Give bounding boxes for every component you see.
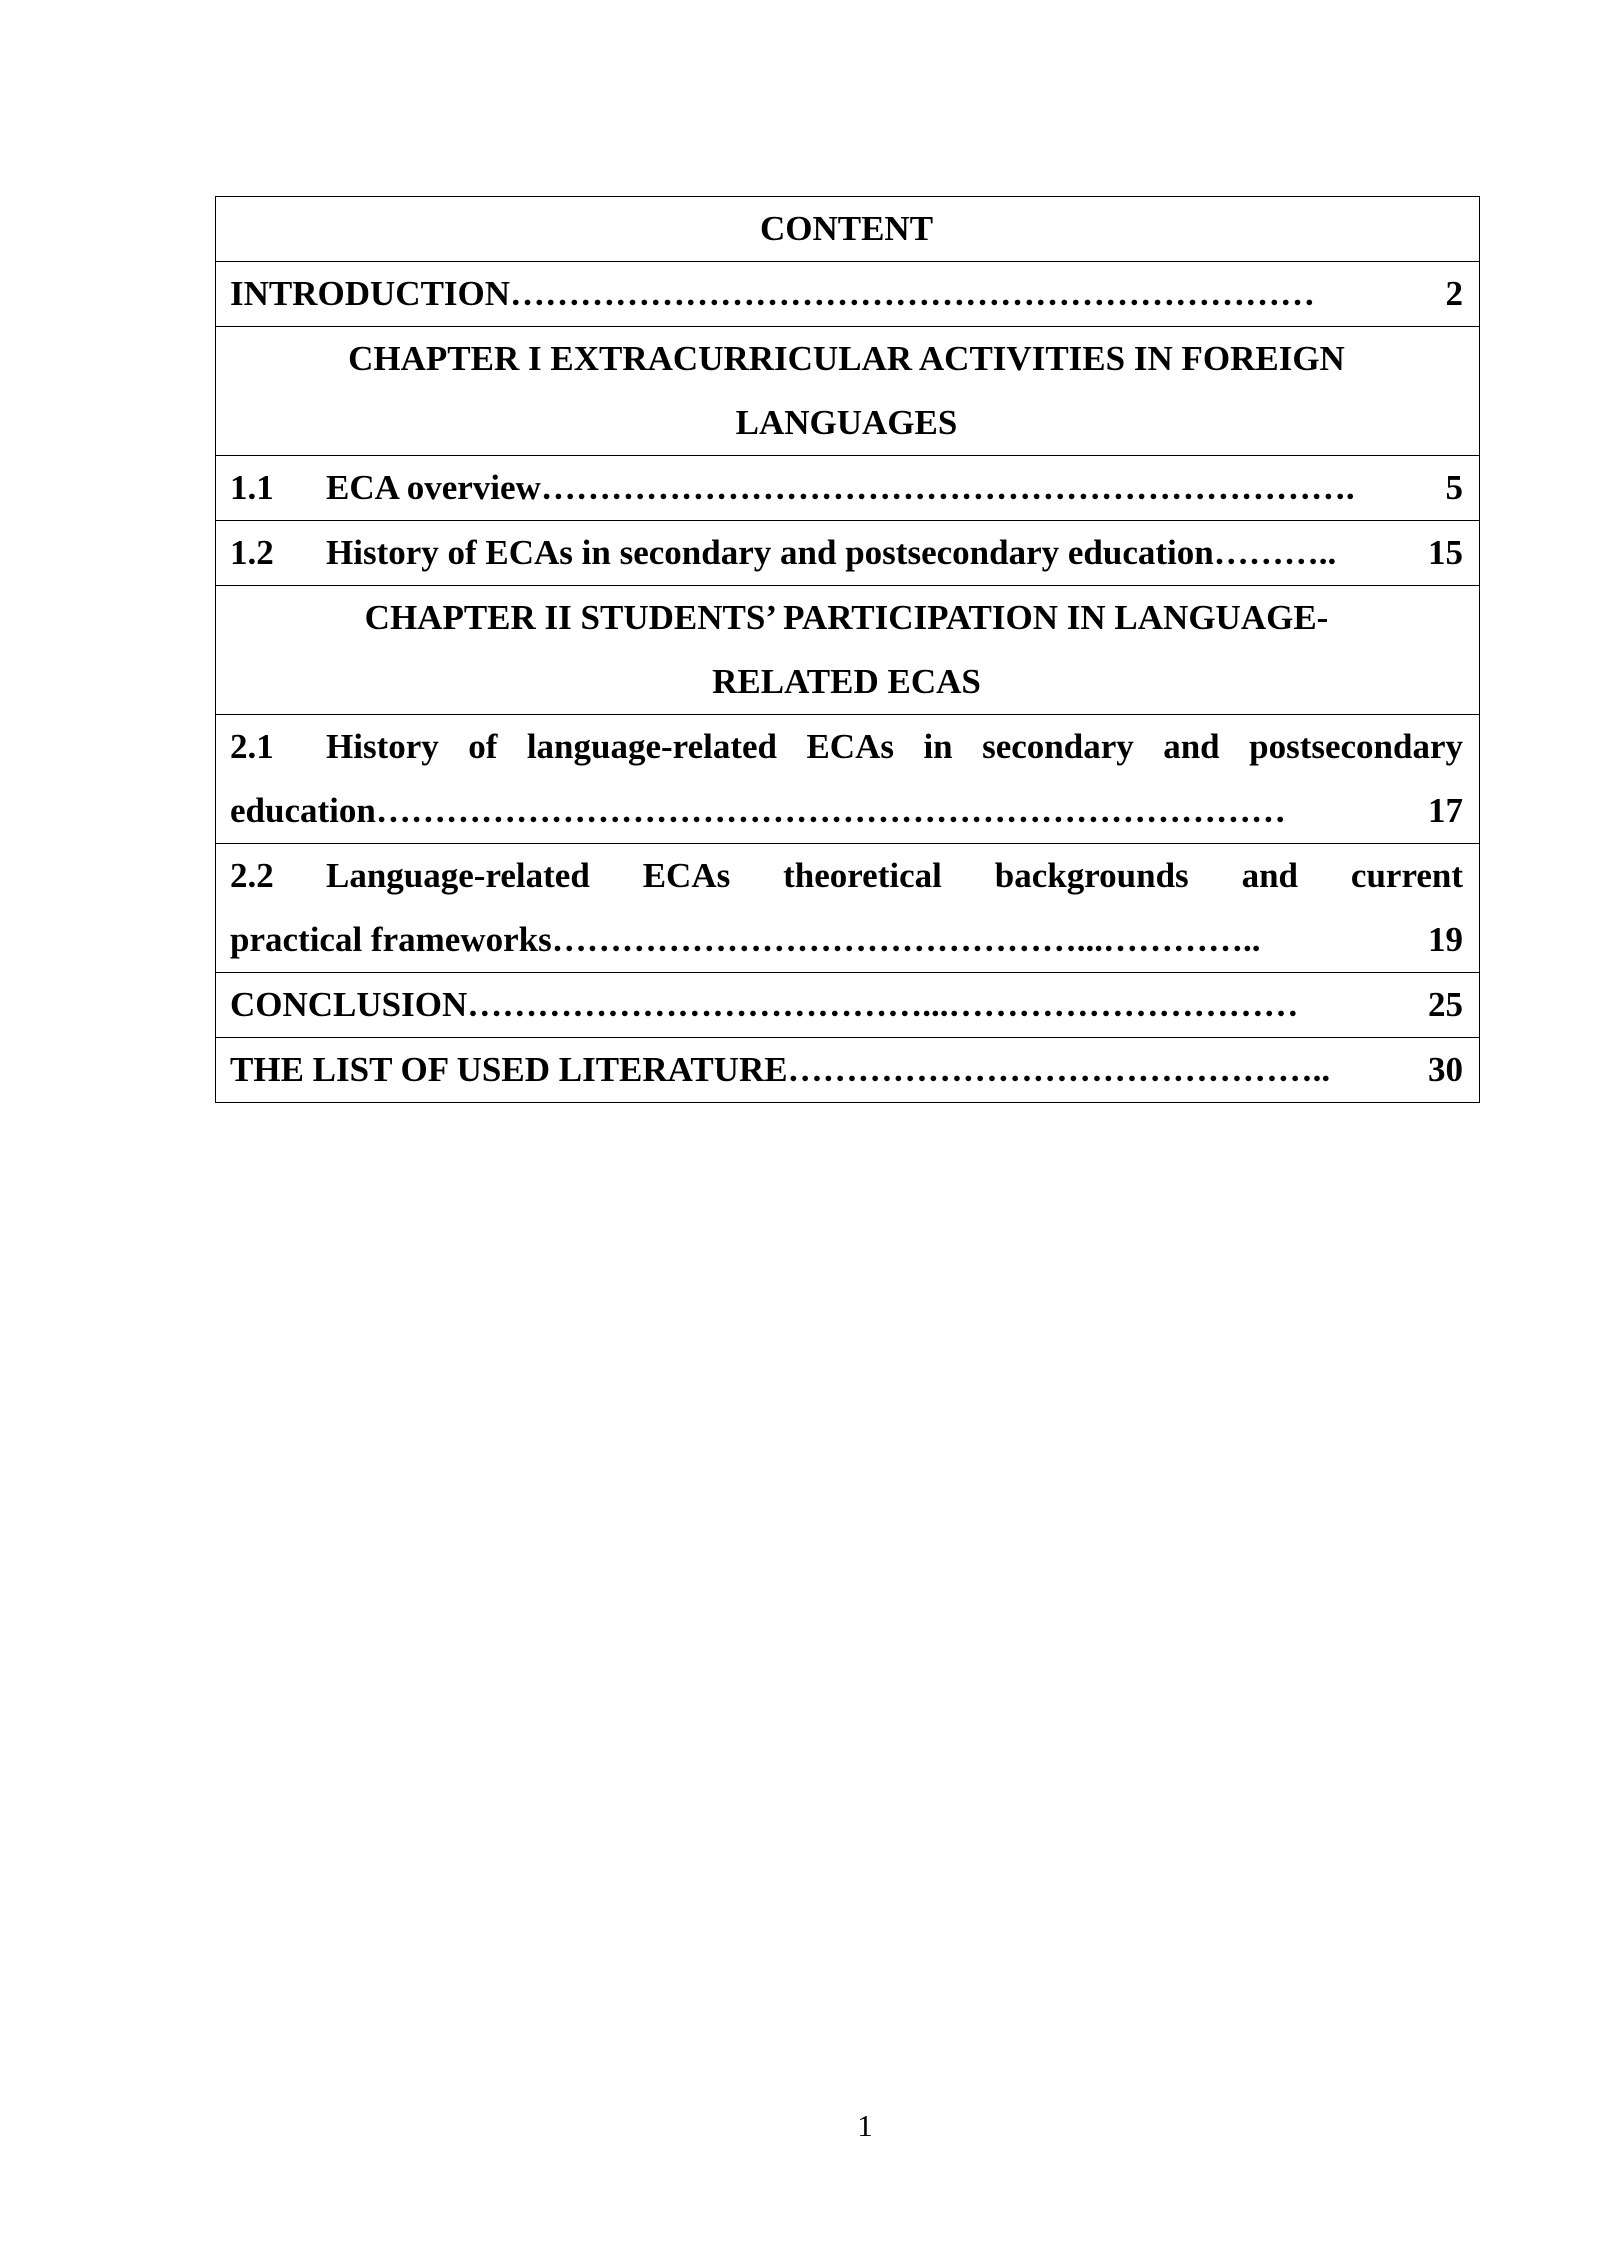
toc-chapter1-heading-line2: LANGUAGES bbox=[735, 403, 958, 442]
toc-introduction-page: 2 bbox=[1445, 274, 1463, 313]
toc-item-2-1-number: 2.1 bbox=[230, 727, 274, 766]
toc-item-2-1-row bbox=[216, 715, 1480, 844]
toc-item-1-1-page: 5 bbox=[1445, 468, 1463, 507]
toc-item-2-2-number: 2.2 bbox=[230, 856, 274, 895]
toc-leader-dots: ………………………………………...………….. bbox=[551, 920, 1261, 959]
toc-literature-label: THE LIST OF USED LITERATURE bbox=[230, 1050, 788, 1089]
toc-leader-dots: …………………………………………………………………… bbox=[375, 791, 1286, 830]
toc-item-1-2-label: History of ECAs in secondary and postsecondary education bbox=[326, 533, 1214, 572]
toc-item-2-2-label-line2: practical frameworks bbox=[230, 920, 552, 959]
toc-item-2-1-page: 17 bbox=[1428, 791, 1463, 830]
toc-conclusion-label: CONCLUSION bbox=[230, 985, 468, 1024]
toc-item-1-2-page: 15 bbox=[1428, 533, 1463, 572]
toc-item-2-2-page: 19 bbox=[1428, 920, 1463, 959]
toc-chapter2-row bbox=[216, 586, 1480, 715]
toc-leader-dots: ……….. bbox=[1213, 533, 1337, 572]
toc-item-2-1-label-line1: History of language-related ECAs in secondary and postsecondary bbox=[326, 727, 1463, 766]
table-of-contents bbox=[215, 196, 1480, 1103]
toc-chapter1-heading-line1: CHAPTER I EXTRACURRICULAR ACTIVITIES IN FOREIGN bbox=[348, 339, 1345, 378]
page-number: 1 bbox=[857, 2108, 873, 2143]
toc-item-1-2-number: 1.2 bbox=[230, 533, 274, 572]
toc-item-1-1-label: ECA overview bbox=[326, 468, 541, 507]
toc-leader-dots: …………………………………………………………… bbox=[510, 274, 1316, 313]
toc-conclusion-page: 25 bbox=[1428, 985, 1463, 1024]
toc-item-1-1-row bbox=[216, 456, 1480, 521]
toc-item-2-1-label-line2: education bbox=[230, 791, 376, 830]
toc-chapter1-row bbox=[216, 327, 1480, 456]
toc-introduction-label: INTRODUCTION bbox=[230, 274, 511, 313]
toc-chapter2-heading-line2: RELATED ECAS bbox=[712, 662, 981, 701]
toc-item-1-2-row bbox=[216, 521, 1480, 586]
toc-introduction-row bbox=[216, 262, 1480, 327]
toc-leader-dots: …………………………………...………………………… bbox=[467, 985, 1299, 1024]
toc-chapter2-heading-line1: CHAPTER II STUDENTS’ PARTICIPATION IN LANGUAGE- bbox=[364, 598, 1329, 637]
toc-leader-dots: ……………………………………………………………. bbox=[540, 468, 1355, 507]
toc-item-1-1-number: 1.1 bbox=[230, 468, 274, 507]
toc-title: CONTENT bbox=[216, 197, 1480, 262]
toc-title-row bbox=[216, 197, 1480, 262]
toc-literature-row bbox=[216, 1038, 1480, 1103]
toc-literature-page: 30 bbox=[1428, 1050, 1463, 1089]
toc-conclusion-row bbox=[216, 973, 1480, 1038]
toc-item-2-2-row bbox=[216, 844, 1480, 973]
toc-item-2-2-label-line1: Language-related ECAs theoretical backgrounds and current bbox=[326, 856, 1463, 895]
toc-leader-dots: ……………………………………….. bbox=[787, 1050, 1331, 1089]
